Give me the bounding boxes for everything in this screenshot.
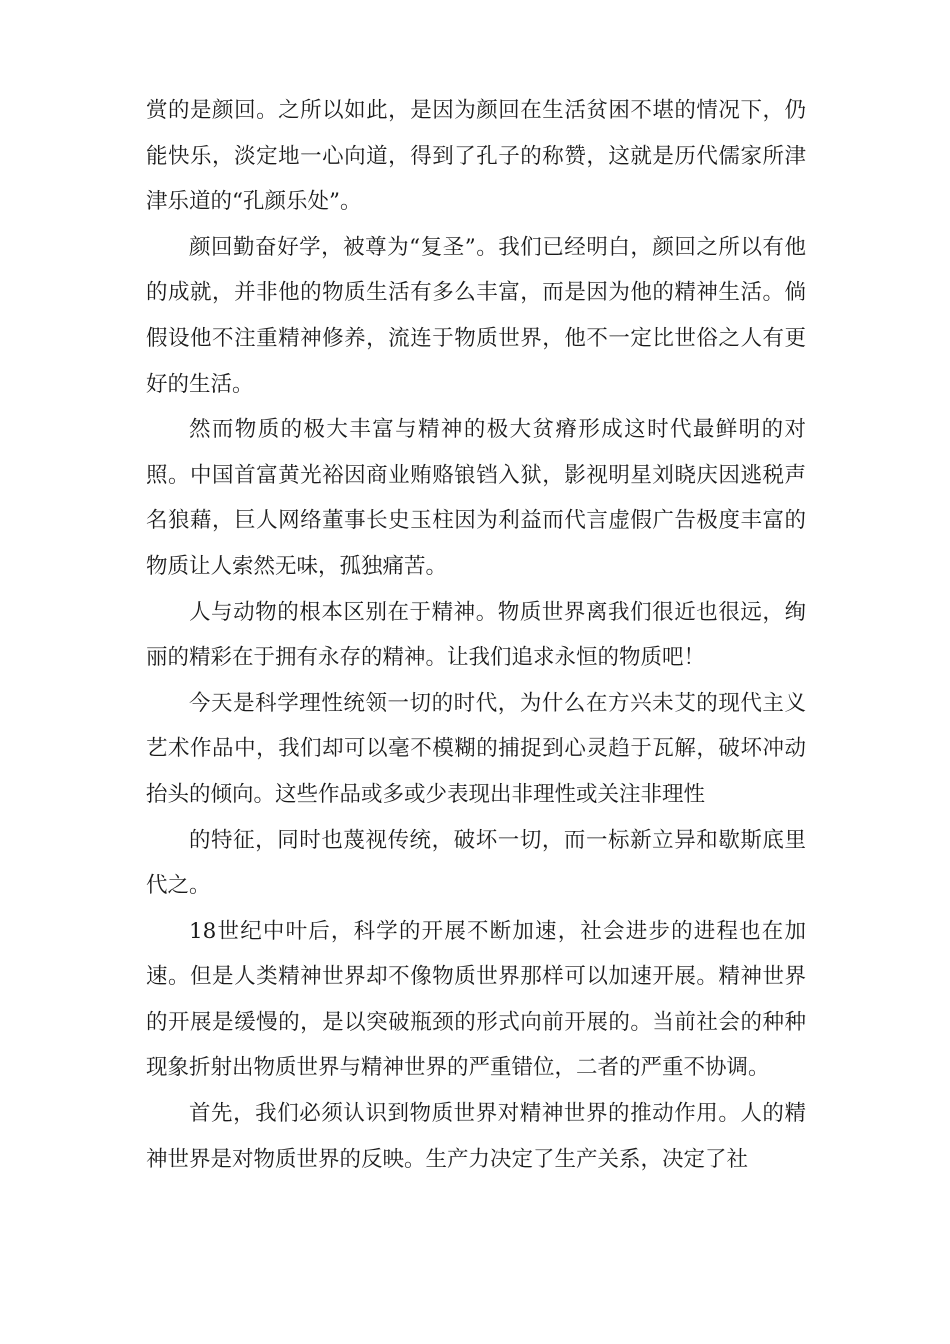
document-body bbox=[146, 88, 806, 1182]
paragraph-1: 赏的是颜回。之所以如此，是因为颜回在生活贫困不堪的情况下，仍能快乐，淡定地一心向道，得到了孔子的称赞，这就是历代儒家所津津乐道的“孔颜乐处”。 bbox=[146, 98, 806, 215]
paragraph-2: 颜回勤奋好学，被尊为“复圣”。我们已经明白，颜回之所以有他的成就，并非他的物质生活有多么丰富，而是因为他的精神生活。倘假设他不注重精神修养，流连于物质世界，他不一定比世俗之人有更好的生活。 bbox=[146, 234, 806, 397]
paragraph-5: 今天是科学理性统领一切的时代，为什么在方兴未艾的现代主义艺术作品中，我们却可以毫不模糊的捕捉到心灵趋于瓦解，破坏冲动抬头的倾向。这些作品或多或少表现出非理性或关注非理性 bbox=[146, 690, 806, 807]
paragraph-6: 的特征，同时也蔑视传统，破坏一切，而一标新立异和歇斯底里代之。 bbox=[146, 827, 806, 899]
paragraph-7: 18世纪中叶后，科学的开展不断加速，社会进步的进程也在加速。但是人类精神世界却不像物质世界那样可以加速开展。精神世界的开展是缓慢的，是以突破瓶颈的形式向前开展的。当前社会的种种现象折射出物质世界与精神世界的严重错位，二者的严重不协调。 bbox=[146, 918, 806, 1081]
paragraph-4: 人与动物的根本区别在于精神。物质世界离我们很近也很远，绚丽的精彩在于拥有永存的精神。让我们追求永恒的物质吧！ bbox=[146, 599, 806, 671]
paragraph-3: 然而物质的极大丰富与精神的极大贫瘠形成这时代最鲜明的对照。中国首富黄光裕因商业贿赂锒铛入狱，影视明星刘晓庆因逃税声名狼藉，巨人网络董事长史玉柱因为利益而代言虚假广告极度丰富的物质让人索然无味，孤独痛苦。 bbox=[146, 417, 806, 579]
paragraph-8: 首先，我们必须认识到物质世界对精神世界的推动作用。人的精神世界是对物质世界的反映。生产力决定了生产关系，决定了社 bbox=[146, 1101, 806, 1172]
